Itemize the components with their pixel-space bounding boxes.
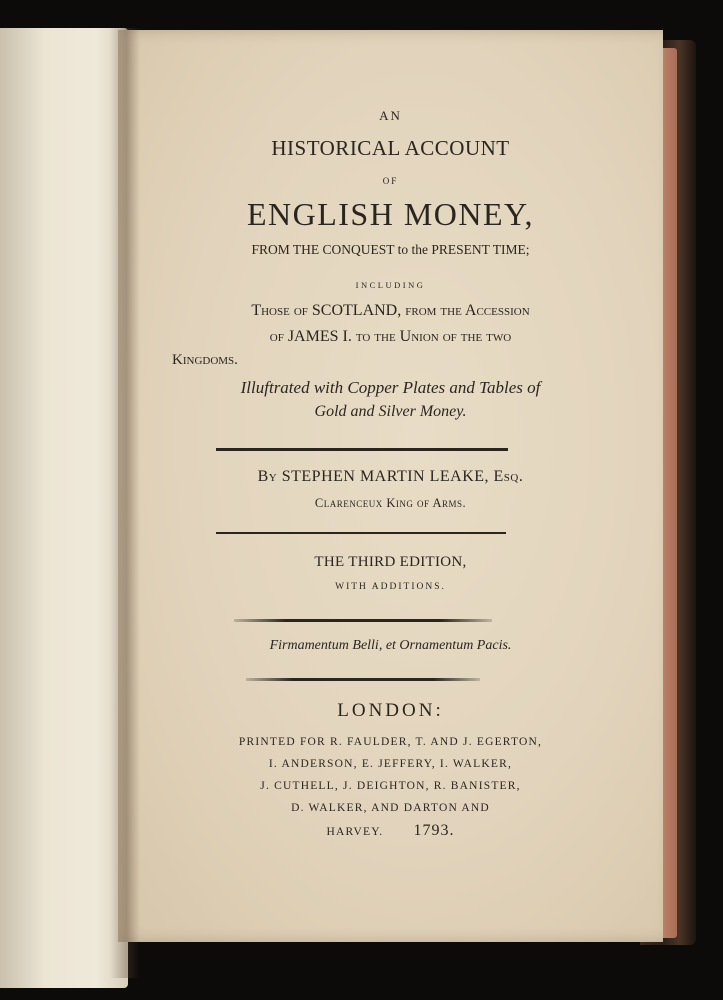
title-historical-account: HISTORICAL ACCOUNT [271,136,510,160]
printer-line-5 [118,822,663,840]
book-gutter-shadow [110,28,140,978]
scotland-line1-text: Those of SCOTLAND, from the Accession [251,302,530,319]
printer-line-3: J. CUTHELL, J. DEIGHTON, R. BANISTER, [260,780,521,792]
title-scotland-line3 [172,352,238,369]
publication-year: 1793. [413,822,455,839]
title-including: INCLUDING [355,280,426,290]
author-text: By STEPHEN MARTIN LEAKE, Esq. [257,468,524,485]
title-scotland-line1 [118,302,663,320]
scotland-line3-text: Kingdoms. [172,352,238,368]
scotland-line2-text: of JAMES I. to the Union of the two [269,328,512,345]
title-illustrated-line1: Illuftrated with Copper Plates and Tables of [240,378,541,397]
title-author-role [118,496,663,511]
title-page-text [118,30,663,942]
blank-left-page [0,28,128,988]
printer-line-4: D. WALKER, AND DARTON AND [291,802,490,814]
title-illustrated-line2: Gold and Silver Money. [314,403,467,420]
author-role-text: Clarenceux King of Arms. [314,496,467,510]
title-page [118,30,663,942]
divider-rule-3 [234,619,492,622]
printer-line-2: I. ANDERSON, E. JEFFERY, I. WALKER, [268,758,513,770]
title-from-conquest: FROM THE CONQUEST to the PRESENT TIME; [251,242,530,257]
title-an: AN [379,108,402,123]
title-edition: THE THIRD EDITION, [314,554,467,570]
divider-rule-4 [246,678,480,681]
title-english-money: ENGLISH MONEY, [246,196,535,232]
title-author [118,468,663,486]
printer-line-1: PRINTED FOR R. FAULDER, T. AND J. EGERTON, [238,736,543,748]
printer-harvey: HARVEY. [326,826,384,838]
title-with-additions: WITH ADDITIONS. [335,582,446,592]
title-scotland-line2 [118,328,663,346]
divider-rule-1 [216,448,508,451]
divider-rule-2 [216,532,506,534]
title-motto: Firmamentum Belli, et Ornamentum Pacis. [269,638,512,653]
title-of: OF [382,176,399,186]
title-london: LONDON: [337,700,444,721]
